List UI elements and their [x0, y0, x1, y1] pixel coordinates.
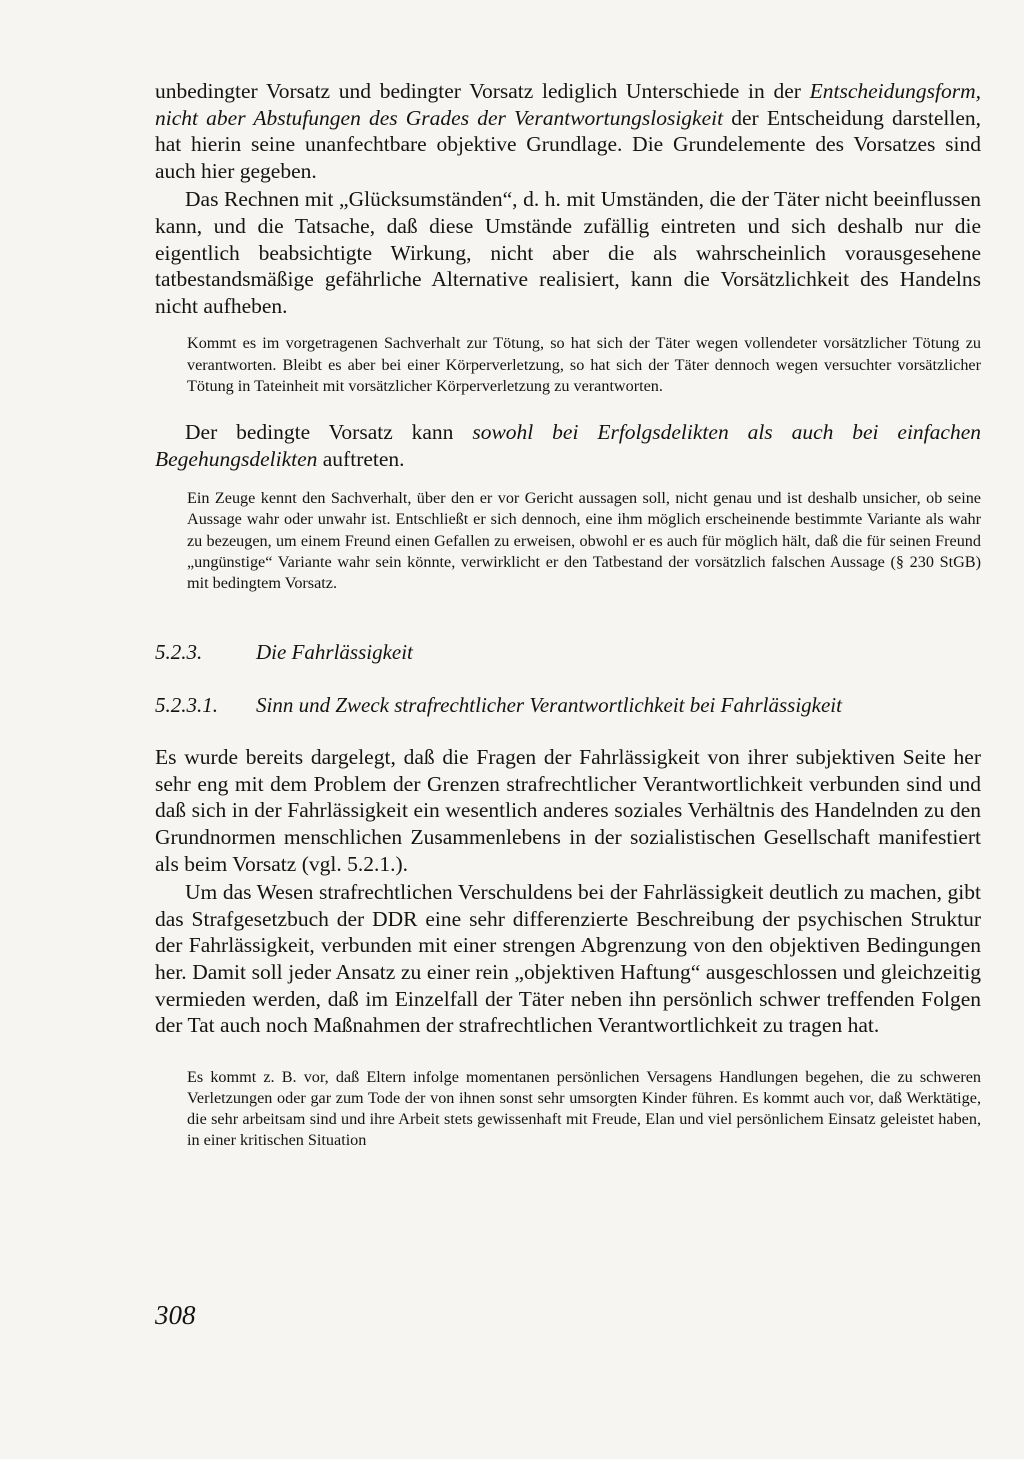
- paragraph-1-emphasis: Entscheidungsform, nicht aber Abstufungen des Grades der Verantwortungslosigkeit: [155, 79, 981, 130]
- paragraph-2: Das Rechnen mit „Glücksumständen“, d. h. mit Umständen, die der Täter nicht beeinflussen kann, und die Tatsache, daß diese Umstände zufällig eintreten und sich deshalb nur die eigentlich beabsichtigte Wirkung, nicht aber die als wahrscheinlich vorausgesehene tatbestandsmäßige gefährliche Alternative realisiert, kann die Vorsätzlichkeit des Handelns nicht aufheben.: [155, 187, 981, 318]
- example-3: Es kommt z. B. vor, daß Eltern infolge momentanen persönlichen Versagens Handlungen begehen, die zu schweren Verletzungen oder gar zum Tode der von ihnen sonst sehr umsorgten Kinder führen. Es kommt auch vor, daß Werktätige, die sehr arbeitsam sind und ihre Arbeit stets gewissenhaft mit Freude, Elan und viel persönlichem Einsatz geleistet haben, in einer kritischen Situation: [187, 1067, 981, 1150]
- page-body: [155, 78, 981, 1152]
- example-2: Ein Zeuge kennt den Sachverhalt, über den er vor Gericht aussagen soll, nicht genau und ist deshalb unsicher, ob seine Aussage wahr oder unwahr ist. Entschließt er sich dennoch, eine ihm möglich erscheinende bestimmte Variante als wahr zu bezeugen, um einem Freund einen Gefallen zu erweisen, obwohl er es auch für möglich hält, daß die für seinen Freund „ungünstige“ Variante wahr sein könnte, verwirklicht er den Tatbestand der vorsätzlich falschen Aussage (§ 230 StGB) mit bedingtem Vorsatz.: [187, 489, 981, 592]
- section-number: 5.2.3.: [155, 640, 203, 665]
- paragraph-3-emphasis: sowohl bei Erfolgsdelikten als auch bei einfachen Begehungsdelikten: [155, 419, 981, 471]
- section-heading-5-2-3-1: [155, 693, 981, 718]
- page-number: 308: [155, 1300, 196, 1330]
- subsection-number: 5.2.3.1.: [155, 693, 218, 718]
- section-title: Die Fahrlässigkeit: [256, 640, 413, 665]
- paragraph-4: Es wurde bereits dargelegt, daß die Fragen der Fahrlässigkeit von ihrer subjektiven Seite her sehr eng mit dem Problem der Grenzen strafrechtlicher Verantwortlichkeit verbunden sind und daß sich in der Fahrlässigkeit ein wesentlich anderes soziales Verhältnis des Handelnden zu den Grundnormen menschlichen Zusammenlebens in der sozialistischen Gesellschaft manifestiert als beim Vorsatz (vgl. 5.2.1.).: [155, 745, 981, 876]
- example-1: Kommt es im vorgetragenen Sachverhalt zur Tötung, so hat sich der Täter wegen vollendeter vorsätzlicher Tötung zu verantworten. Bleibt es aber bei einer Körperverletzung, so hat sich der Täter dennoch wegen versuchter vorsätzlicher Tötung in Tateinheit mit vorsätzlicher Körperverletzung zu verantworten.: [187, 334, 981, 395]
- paragraph-3: [155, 419, 981, 472]
- subsection-title: Sinn und Zweck strafrechtlicher Verantwortlichkeit bei Fahrlässigkeit: [256, 693, 842, 718]
- section-heading-5-2-3: [155, 640, 981, 665]
- paragraph-1-text-a: unbedingter Vorsatz und bedingter Vorsatz lediglich Unterschiede in der: [155, 79, 810, 103]
- paragraph-1: [155, 78, 981, 184]
- paragraph-3-text-a: Der bedingte Vorsatz kann: [185, 419, 473, 444]
- paragraph-3-text-b: auftreten.: [317, 446, 405, 471]
- paragraph-1-text-b: der Entscheidung darstellen, hat hierin seine unanfechtbare objektive Grundlage. Die Grundelemente des Vorsatzes sind auch hier gegeben.: [155, 105, 981, 183]
- paragraph-5: Um das Wesen strafrechtlichen Verschuldens bei der Fahrlässigkeit deutlich zu machen, gibt das Strafgesetzbuch der DDR eine sehr differenzierte Beschreibung der psychischen Struktur der Fahrlässigkeit, verbunden mit einer strengen Abgrenzung von den objektiven Bedingungen her. Damit soll jeder Ansatz zu einer rein „objektiven Haftung“ ausgeschlossen und gleichzeitig vermieden werden, daß im Einzelfall der Täter neben ihn persönlich schwer treffenden Folgen der Tat auch noch Maßnahmen der strafrechtlichen Verantwortlichkeit zu tragen hat.: [155, 880, 981, 1038]
